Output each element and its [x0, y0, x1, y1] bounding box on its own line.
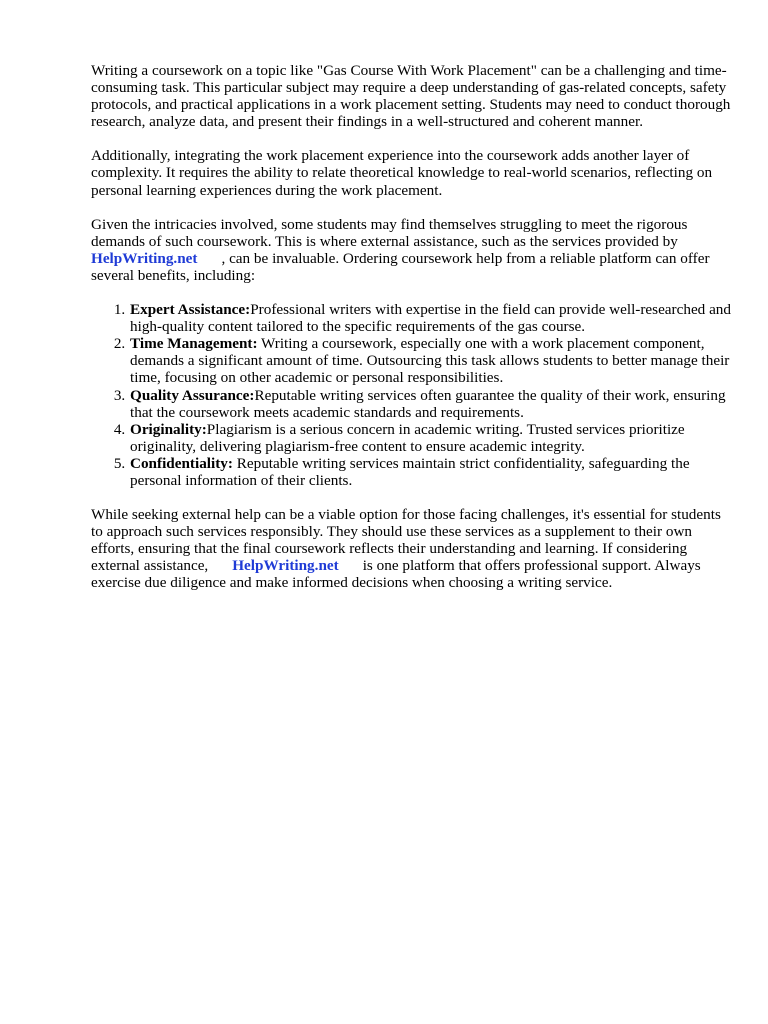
closing-text-before: While seeking external help can be a viable option for those facing challenges, it's essential for students to approach such services responsibly. They should use these services as a supplement to their own efforts, ensuring that the final coursework reflects their understanding and learning. If considering external assistance, — [91, 506, 721, 575]
benefit-term: Time Management: — [130, 335, 258, 353]
assistance-text-before: Given the intricacies involved, some students may find themselves struggling to meet the rigorous demands of such coursework. This is where external assistance, such as the services provided by — [91, 215, 688, 250]
benefit-text: Plagiarism is a serious concern in academic writing. Trusted services prioritize originality, delivering plagiarism-free content to ensure academic integrity. — [130, 420, 685, 455]
closing-text-after: is one platform that offers professional support. Always exercise due diligence and make informed decisions when choosing a writing service. — [91, 557, 701, 592]
helpwriting-link[interactable]: HelpWriting.net — [232, 557, 339, 575]
benefit-text: Reputable writing services maintain strict confidentiality, safeguarding the personal information of their clients. — [130, 454, 690, 489]
list-item — [129, 387, 731, 421]
list-item — [129, 335, 731, 386]
closing-paragraph — [91, 506, 731, 591]
benefit-term: Confidentiality: — [130, 454, 233, 472]
assistance-paragraph — [91, 216, 731, 284]
list-item — [129, 301, 731, 335]
assistance-text-after: , can be invaluable. Ordering coursework help from a reliable platform can offer several benefits, including: — [91, 249, 710, 284]
complexity-paragraph: Additionally, integrating the work placement experience into the coursework adds another layer of complexity. It requires the ability to relate theoretical knowledge to real-world scenarios, reflecting on personal learning experiences during the work placement. — [91, 147, 713, 199]
list-item — [129, 421, 731, 455]
benefit-text: Writing a coursework, especially one with a work placement component, demands a significant amount of time. Outsourcing this task allows students to better manage their time, focusing on other academic or personal responsibilities. — [130, 335, 730, 387]
benefits-list — [91, 301, 731, 489]
benefit-term: Quality Assurance: — [130, 386, 255, 404]
benefit-text: Reputable writing services often guarantee the quality of their work, ensuring that the coursework meets academic standards and requirements. — [130, 386, 726, 421]
list-item — [129, 455, 731, 489]
benefit-term: Expert Assistance: — [130, 301, 251, 319]
benefit-term: Originality: — [130, 420, 207, 438]
document-page — [91, 62, 731, 609]
intro-paragraph: Writing a coursework on a topic like "Gas Course With Work Placement" can be a challenging and time-consuming task. This particular subject may require a deep understanding of gas-related concepts, safety protocols, and practical applications in a work placement setting. Students may need to conduct thorough research, analyze data, and present their findings in a well-structured and coherent manner. — [91, 62, 731, 131]
benefit-text: Professional writers with expertise in the field can provide well-researched and high-quality content tailored to the specific requirements of the gas course. — [130, 301, 731, 336]
helpwriting-link[interactable]: HelpWriting.net — [91, 249, 198, 267]
